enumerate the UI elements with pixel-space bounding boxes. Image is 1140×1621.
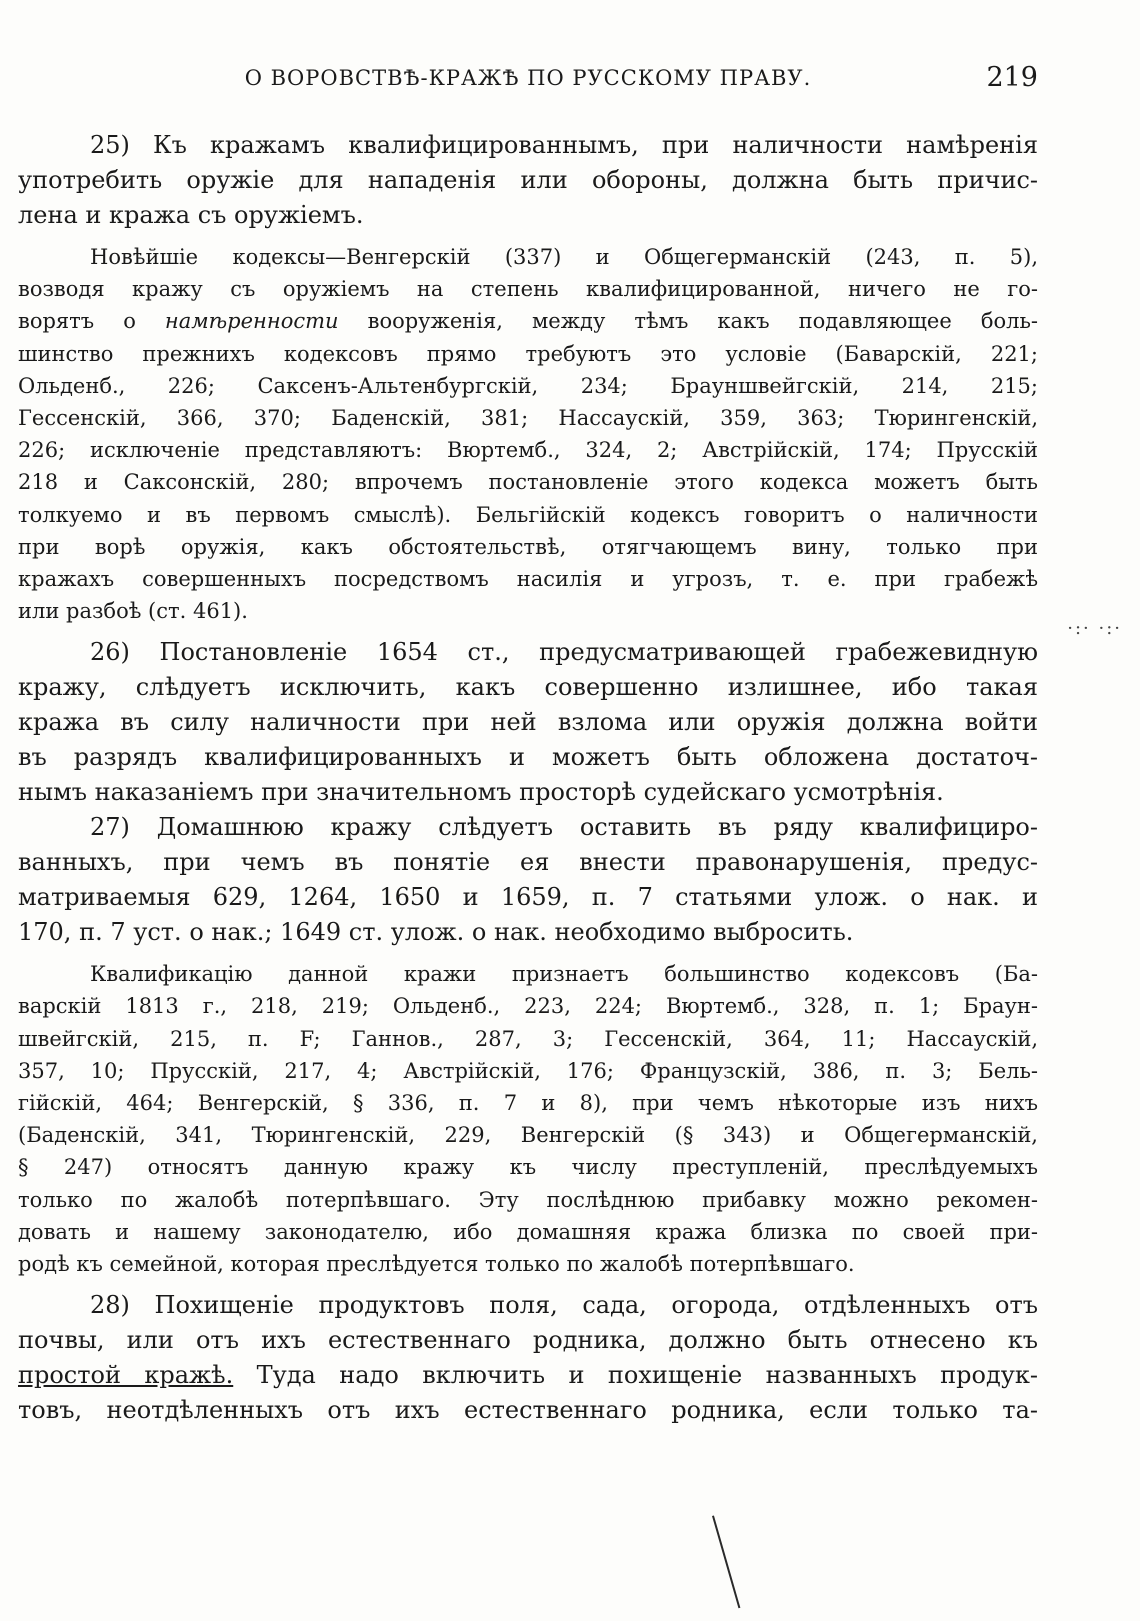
text-line: кражу, слѣдуетъ исключить, какъ совершенно излишнее, ибо такая — [18, 673, 1038, 702]
text-line: лена и кража съ оружіемъ. — [18, 201, 364, 229]
text-line: шинство прежнихъ кодексовъ прямо требуютъ это условіе (Баварскій, 221; — [18, 341, 1038, 366]
page-header — [18, 62, 1038, 106]
text-line: только по жалобѣ потерпѣвшаго. Эту послѣднюю прибавку можно рекомен- — [18, 1187, 1038, 1212]
commentary-27 — [18, 958, 1038, 1280]
text-line: почвы, или отъ ихъ естественнаго родника, должно быть отнесено къ — [18, 1326, 1038, 1355]
text-line: нымъ наказаніемъ при значительномъ просторѣ судейскаго усмотрѣнія. — [18, 778, 944, 807]
page-body — [18, 128, 1038, 1428]
text-line: Новѣйшіе кодексы—Венгерскій (337) и Общегерманскій (243, п. 5), — [90, 245, 1038, 269]
text-line: при ворѣ оружія, какъ обстоятельствѣ, отягчающемъ вину, только при — [18, 534, 1038, 559]
text-line: § 247) относятъ данную кражу къ числу преступленій, преслѣдуемыхъ — [18, 1155, 1038, 1180]
commentary-25 — [18, 241, 1038, 627]
text-line: кражахъ совершенныхъ посредствомъ насилія и угрозъ, т. е. при грабежѣ — [18, 566, 1038, 591]
spacer — [18, 1280, 1038, 1288]
hand-underline: простой кражѣ. — [18, 1361, 234, 1390]
text-line: или разбоѣ (ст. 461). — [18, 599, 248, 624]
text-line: (Баденскій, 341, Тюрингенскій, 229, Венгерскій (§ 343) и Общегерманскій, — [18, 1123, 1038, 1148]
spacer — [18, 950, 1038, 958]
text-line: Гессенскій, 366, 370; Баденскій, 381; Нассаускій, 359, 363; Тюрингенскій, — [18, 405, 1038, 430]
text-line: 218 и Саксонскій, 280; впрочемъ постановленіе этого кодекса можетъ быть — [18, 470, 1038, 495]
margin-marks: ·:· ·:· — [1067, 618, 1122, 639]
page-number: 219 — [986, 62, 1038, 93]
text-line: возводя кражу съ оружіемъ на степень квалифицированной, ничего не го- — [18, 277, 1038, 302]
text-line: матриваемыя 629, 1264, 1650 и 1659, п. 7 статьями улож. о нак. и — [18, 883, 1038, 912]
text-line: варскій 1813 г., 218, 219; Ольденб., 223, 224; Вюртемб., 328, п. 1; Браун- — [18, 994, 1038, 1019]
text-line: 170, п. 7 уст. о нак.; 1649 ст. улож. о нак. необходимо выбросить. — [18, 918, 854, 947]
text-line: 28) Похищеніе продуктовъ поля, сада, огорода, отдѣленныхъ отъ — [90, 1291, 1038, 1320]
text-line-with-italic: ворятъ о намѣренности вооруженія, между тѣмъ какъ подавляющее боль- — [18, 309, 1038, 334]
text-line-with-underline: простой кражѣ. Туда надо включить и похищеніе названныхъ продук- — [18, 1361, 1038, 1390]
pen-stroke-mark — [712, 1515, 740, 1608]
paragraph-28 — [18, 1288, 1038, 1428]
italic-emphasis: намѣренности — [164, 309, 339, 334]
text-line: родѣ къ семейной, которая преслѣдуется только по жалобѣ потерпѣвшаго. — [18, 1251, 855, 1276]
text-line: товъ, неотдѣленныхъ отъ ихъ естественнаго родника, если только та- — [18, 1396, 1038, 1425]
text-line: Квалификацію данной кражи признаетъ большинство кодексовъ (Ба- — [90, 962, 1038, 987]
running-title: О ВОРОВСТВѢ-КРАЖѢ ПО РУССКОМУ ПРАВУ. — [244, 66, 812, 90]
text-line: Ольденб., 226; Саксенъ-Альтенбургскій, 234; Брауншвейгскій, 214, 215; — [18, 373, 1038, 398]
text-line: швейгскій, 215, п. F; Ганнов., 287, 3; Гессенскій, 364, 11; Нассаускій, — [18, 1026, 1038, 1051]
paragraphs-26-27 — [18, 635, 1038, 950]
text-line: ванныхъ, при чемъ въ понятіе ея внести правонарушенія, предус- — [18, 848, 1038, 877]
spacer — [18, 233, 1038, 241]
text-line: 25) Къ кражамъ квалифицированнымъ, при наличности намѣренія — [90, 131, 1038, 159]
text-line: 226; исключеніе представляютъ: Вюртемб., 324, 2; Австрійскій, 174; Прусскій — [18, 438, 1038, 463]
text-line: довать и нашему законодателю, ибо домашняя кража близка по своей при- — [18, 1219, 1038, 1244]
text-line: употребить оружіе для нападенія или обороны, должна быть причис- — [18, 166, 1038, 194]
text-line: 26) Постановленіе 1654 ст., предусматривающей грабежевидную — [90, 638, 1038, 667]
text-line: 27) Домашнюю кражу слѣдуетъ оставить въ ряду квалифициро- — [90, 813, 1038, 842]
text-line: въ разрядъ квалифицированныхъ и можетъ быть обложена достаточ- — [18, 743, 1038, 772]
spacer — [18, 627, 1038, 635]
paragraph-25 — [18, 128, 1038, 233]
text-line: кража въ силу наличности при ней взлома или оружія должна войти — [18, 708, 1038, 737]
text-line: толкуемо и въ первомъ смыслѣ). Бельгійскій кодексъ говоритъ о наличности — [18, 502, 1038, 527]
text-line: 357, 10; Прусскій, 217, 4; Австрійскій, 176; Французскій, 386, п. 3; Бель- — [18, 1058, 1038, 1083]
text-line: гійскій, 464; Венгерскій, § 336, п. 7 и 8), при чемъ нѣкоторые изъ нихъ — [18, 1091, 1038, 1115]
